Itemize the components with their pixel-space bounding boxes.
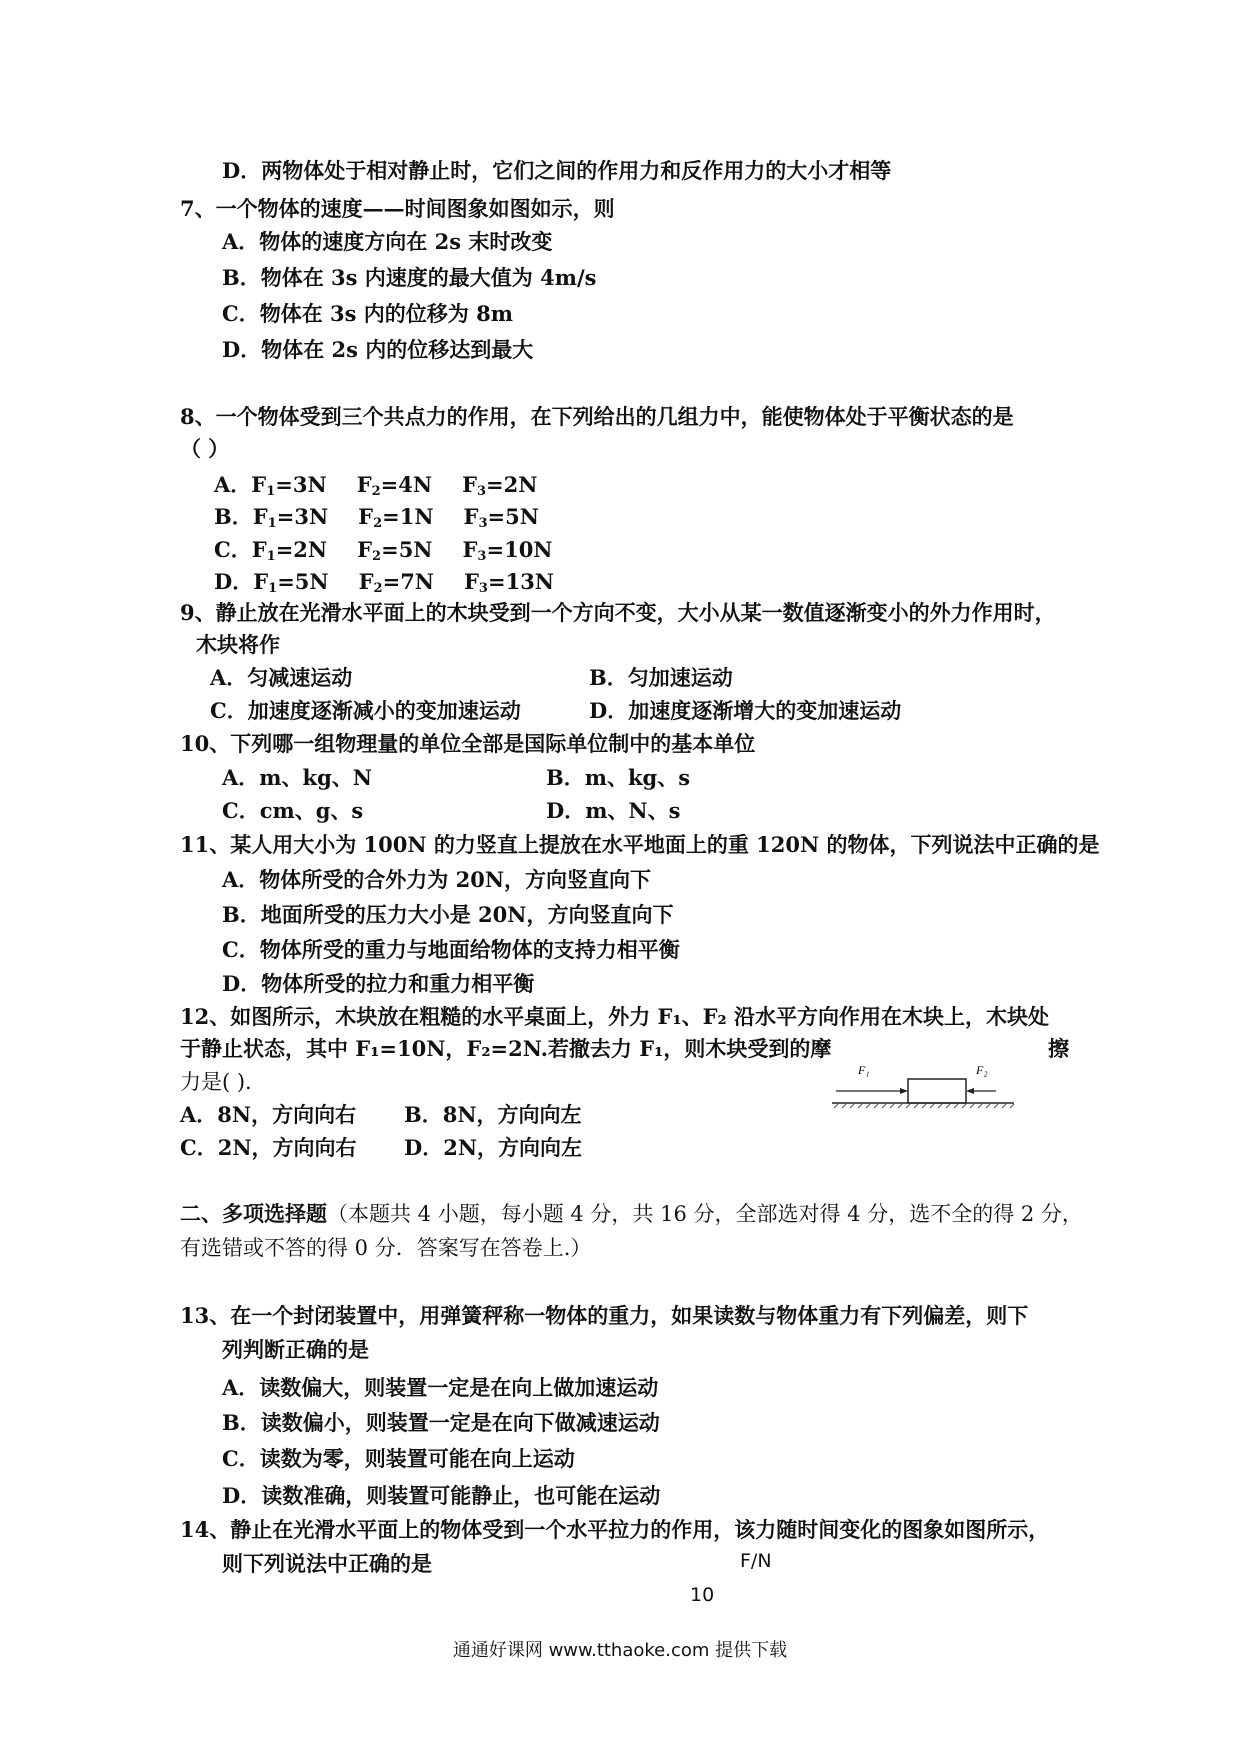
option-label: C． <box>214 537 252 562</box>
force-f2-value: 7N <box>400 569 434 594</box>
q6-option-d: D．两物体处于相对静止时，它们之间的作用力和反作用力的大小才相等 <box>222 158 892 183</box>
force-f1-value: 3N <box>294 504 329 529</box>
q12-option-d: D．2N，方向向左 <box>404 1135 583 1160</box>
force-f3-symbol: $F_3=$ <box>462 472 504 499</box>
q12-option-b: B．8N，方向向左 <box>404 1102 582 1127</box>
force-f3-symbol: $F_3=$ <box>464 569 506 596</box>
ground-surface <box>832 1103 1014 1108</box>
q10-option-c: C．cm、g、s <box>222 798 364 823</box>
q14-stem: 14、静止在光滑水平面上的物体受到一个水平拉力的作用，该力随时间变化的图象如图所示， <box>180 1517 1050 1542</box>
q9-option-a: A．匀减速运动 <box>210 665 353 690</box>
q11-option-b: B．地面所受的压力大小是 20N，方向竖直向下 <box>222 902 674 927</box>
page-number: 10 <box>690 1584 715 1606</box>
force-f1-symbol: $F_1=$ <box>253 569 295 596</box>
q11-option-c: C．物体所受的重力与地面给物体的支持力相平衡 <box>222 937 680 962</box>
f2-arrow-icon <box>966 1088 996 1094</box>
force-f3-value: 10N <box>504 537 553 562</box>
q12-stem-line1: 12、如图所示，木块放在粗糙的水平桌面上，外力 F₁、F₂ 沿水平方向作用在木块上，木块处 <box>180 1004 1050 1029</box>
force-f2-symbol: $F_2=$ <box>358 504 400 531</box>
f1-arrow-icon <box>836 1088 908 1094</box>
q8-option-d <box>214 569 584 595</box>
q8-option-b <box>214 504 569 530</box>
q8-option-a <box>214 472 567 498</box>
q10-options-row2 <box>222 798 680 824</box>
force-f2-symbol: $F_2=$ <box>358 569 401 596</box>
q12-stem-line2: 于静止状态，其中 F₁=10N，F₂=2N.若撤去力 F₁，则木块受到的摩 <box>180 1036 832 1061</box>
q10-option-d: D．m、N、s <box>546 798 681 823</box>
footer-source: 通通好课网 www.tthaoke.com 提供下载 <box>452 1640 788 1661</box>
q11-option-a: A．物体所受的合外力为 20N，方向竖直向下 <box>222 867 652 892</box>
force-f2-symbol: $F_2=$ <box>356 472 399 499</box>
q12-stem-line2-end: 擦 <box>1048 1036 1069 1061</box>
q8-option-c <box>214 537 583 563</box>
q9-option-d: D．加速度逐渐增大的变加速运动 <box>589 698 902 723</box>
q13-option-b: B．读数偏小，则装置一定是在向下做减速运动 <box>222 1410 660 1435</box>
q13-option-c: C．读数为零，则装置可能在向上运动 <box>222 1446 575 1471</box>
force-f3-symbol: $F_3=$ <box>463 504 506 531</box>
q10-options-row1 <box>222 765 690 791</box>
force-f3-symbol: $F_3=$ <box>462 537 505 564</box>
q13-stem-cont: 列判断正确的是 <box>222 1337 369 1362</box>
force-f2-symbol: $F_2=$ <box>357 537 399 564</box>
q13-option-d: D．读数准确，则装置可能静止，也可能在运动 <box>222 1483 661 1508</box>
q8-paren: （ ） <box>180 436 230 461</box>
q7-option-b: B．物体在 3s 内速度的最大值为 4m/s <box>222 265 597 290</box>
force-f2-value: 5N <box>398 537 433 562</box>
force-f1-value: 3N <box>292 472 327 497</box>
q8-stem: 8、一个物体受到三个共点力的作用，在下列给出的几组力中，能使物体处于平衡状态的是 <box>180 404 1014 429</box>
f2-label: F₂ <box>976 1064 988 1077</box>
q12-options-row1 <box>180 1102 582 1128</box>
q7-stem: 7、一个物体的速度——时间图象如图如示，则 <box>180 196 615 221</box>
q12-options-row2 <box>180 1135 582 1161</box>
f1-label: F₁ <box>858 1064 870 1077</box>
force-f3-value: 2N <box>503 472 538 497</box>
section2-title: 二、多项选择题 <box>180 1201 327 1226</box>
force-f1-value: 2N <box>293 537 328 562</box>
section2-note-cont: 有选错或不答的得 0 分．答案写在答卷上.） <box>180 1236 592 1260</box>
q7-option-a: A．物体的速度方向在 2s 末时改变 <box>222 229 553 254</box>
force-f2-value: 4N <box>398 472 433 497</box>
q14-axis-label: F/N <box>740 1550 772 1572</box>
option-label: B． <box>214 504 253 529</box>
section2-heading <box>180 1201 1083 1227</box>
force-f3-value: 13N <box>505 569 554 594</box>
q12-stem-line3: 力是( ). <box>180 1070 252 1094</box>
q7-option-c: C．物体在 3s 内的位移为 8m <box>222 301 513 326</box>
section2-note: （本题共 4 小题，每小题 4 分，共 16 分，全部选对得 4 分，选不全的得 2 分， <box>327 1202 1083 1226</box>
block-shape <box>908 1079 966 1103</box>
q12-option-a: A．8N，方向向右 <box>180 1102 357 1127</box>
q10-option-a: A．m、kg、N <box>222 765 372 790</box>
q10-option-b: B．m、kg、s <box>546 765 691 790</box>
q9-options-row1 <box>210 665 733 691</box>
q9-option-c: C．加速度逐渐减小的变加速运动 <box>210 698 521 723</box>
q14-stem-cont: 则下列说法中正确的是 <box>222 1551 432 1576</box>
q11-stem: 11、某人用大小为 100N 的力竖直上提放在水平地面上的重 120N 的物体，下列说法中正确的是 <box>180 832 1100 857</box>
q12-option-c: C．2N，方向向右 <box>180 1135 357 1160</box>
option-label: D． <box>214 569 254 594</box>
option-label: A． <box>214 472 252 497</box>
force-f1-symbol: $F_1=$ <box>251 537 294 564</box>
q11-option-d: D．物体所受的拉力和重力相平衡 <box>222 971 535 996</box>
force-f2-value: 1N <box>399 504 434 529</box>
q10-stem: 10、下列哪一组物理量的单位全部是国际单位制中的基本单位 <box>180 731 756 756</box>
q12-block-diagram <box>828 1064 1018 1114</box>
q9-option-b: B．匀加速运动 <box>589 665 733 690</box>
q9-stem-cont: 木块将作 <box>196 632 280 657</box>
q13-stem: 13、在一个封闭装置中，用弹簧秤称一物体的重力，如果读数与物体重力有下列偏差，则下 <box>180 1303 1029 1328</box>
q7-option-d: D．物体在 2s 内的位移达到最大 <box>222 337 534 362</box>
force-f1-symbol: $F_1=$ <box>252 504 295 531</box>
force-f3-value: 5N <box>505 504 539 529</box>
q9-stem: 9、静止放在光滑水平面上的木块受到一个方向不变，大小从某一数值逐渐变小的外力作用时， <box>180 600 1056 625</box>
q9-options-row2 <box>210 698 901 724</box>
q13-option-a: A．读数偏大，则装置一定是在向上做加速运动 <box>222 1375 659 1400</box>
force-f1-symbol: $F_1=$ <box>251 472 293 499</box>
force-f1-value: 5N <box>294 569 329 594</box>
